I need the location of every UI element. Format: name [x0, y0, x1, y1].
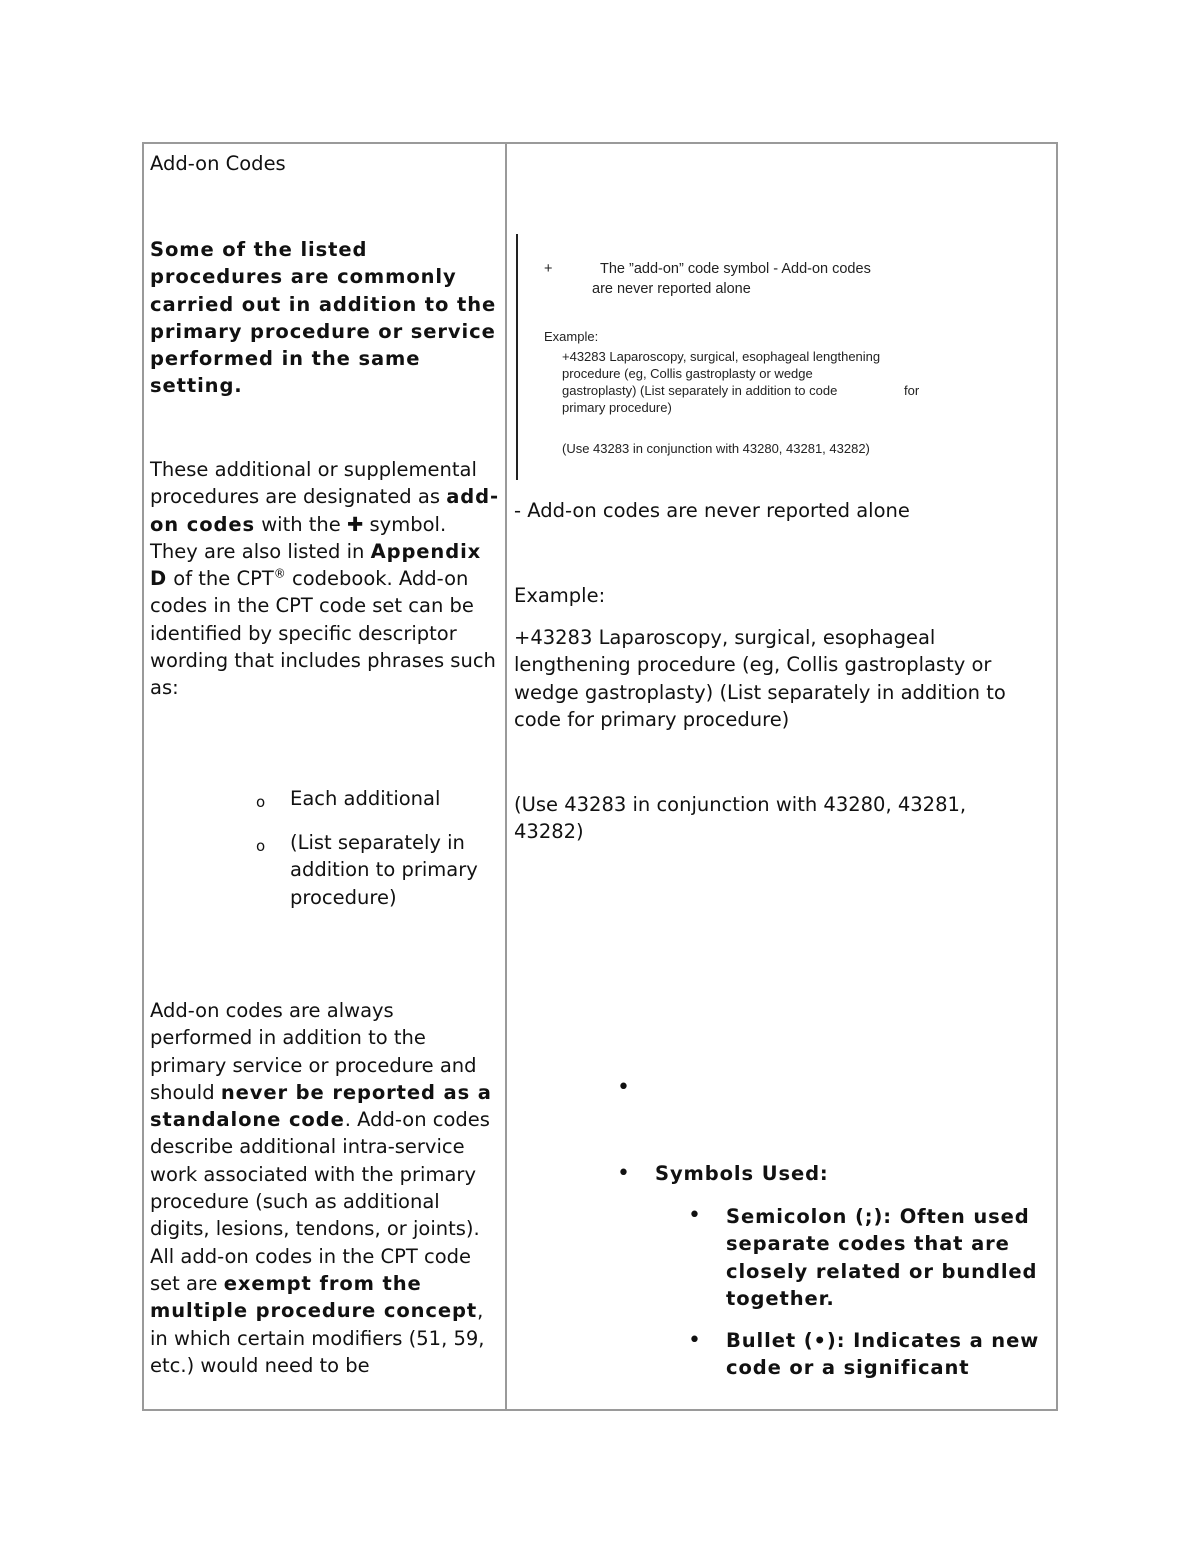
plus-icon: ✚	[346, 512, 364, 536]
bullet-icon: •	[688, 1203, 701, 1228]
bold-text: add-on codes	[150, 485, 499, 536]
bold-text: Appendix D	[150, 539, 482, 591]
text: codebook. Add-on codes in the CPT code set can be identified by specific descriptor wording that includes phrases such as:	[150, 567, 496, 700]
code-description: +43283 Laparoscopy, surgical, esophageal lengthening procedure (eg, Collis gastroplasty or wedge gastroplasty) (List separately in addition to code for primary procedure)	[514, 626, 1006, 731]
text: Add-on codes are always performed in addition to the primary service or procedure and should	[150, 999, 477, 1104]
list-marker-icon: o	[256, 837, 266, 855]
bullet-icon: •	[617, 1075, 630, 1100]
symbol-item-bullet: Bullet (•): Indicates a new code or a significant	[726, 1329, 1040, 1380]
list-marker-icon: o	[256, 793, 266, 811]
image-text: for	[904, 383, 920, 398]
image-text: gastroplasty) (List separately in addition to code	[562, 383, 838, 398]
text: with the	[255, 512, 347, 536]
designation-paragraph	[150, 456, 500, 702]
list-item: Each additional	[290, 787, 441, 810]
text: These additional or supplemental procedures are designated as	[150, 458, 477, 509]
embedded-slide-image	[516, 234, 936, 482]
text: . Add-on codes describe additional intra-service work associated with the primary procedure (such as additional digits, lesions, tendons, or joints). All add-on codes in the CPT code set are	[150, 1108, 490, 1295]
text: symbol. They are also listed in	[150, 512, 447, 563]
image-text: The ”add-on” code symbol - Add-on codes	[600, 261, 871, 277]
example-label: Example:	[514, 584, 606, 607]
standalone-paragraph	[150, 997, 502, 1379]
image-text: procedure (eg, Collis gastroplasty or wedge	[562, 366, 813, 381]
registered-mark: ®	[273, 566, 286, 581]
image-text: primary procedure)	[562, 400, 672, 415]
section-title: Add-on Codes	[150, 152, 286, 175]
text: of the CPT	[167, 567, 274, 591]
bold-text: never be reported as a standalone code	[150, 1080, 492, 1132]
symbols-used-heading: Symbols Used:	[655, 1162, 829, 1185]
bold-text: exempt from the multiple procedure concept	[150, 1271, 478, 1323]
plus-icon: +	[544, 261, 553, 277]
list-item: (List separately in addition to primary procedure)	[290, 831, 478, 909]
use-in-conjunction-text: (Use 43283 in conjunction with 43280, 43281, 43282)	[514, 793, 967, 844]
intro-bold-paragraph: Some of the listed procedures are commonly carried out in addition to the primary procedure or service performed in the same setting.	[150, 238, 497, 398]
column-divider	[505, 142, 507, 1411]
bullet-icon: •	[617, 1161, 630, 1186]
image-text: (Use 43283 in conjunction with 43280, 43281, 43282)	[562, 441, 870, 456]
image-text: Example:	[544, 329, 599, 344]
symbol-item-semicolon: Semicolon (;): Often used separate codes that are closely related or bundled together.	[726, 1205, 1038, 1310]
text: , in which certain modifiers (51, 59, etc.) would need to be	[150, 1299, 485, 1377]
bullet-icon: •	[688, 1328, 701, 1353]
image-border-line	[516, 234, 518, 480]
image-text: +43283 Laparoscopy, surgical, esophageal lengthening	[562, 349, 881, 364]
image-text: are never reported alone	[592, 281, 751, 297]
never-alone-text: - Add-on codes are never reported alone	[514, 499, 910, 522]
